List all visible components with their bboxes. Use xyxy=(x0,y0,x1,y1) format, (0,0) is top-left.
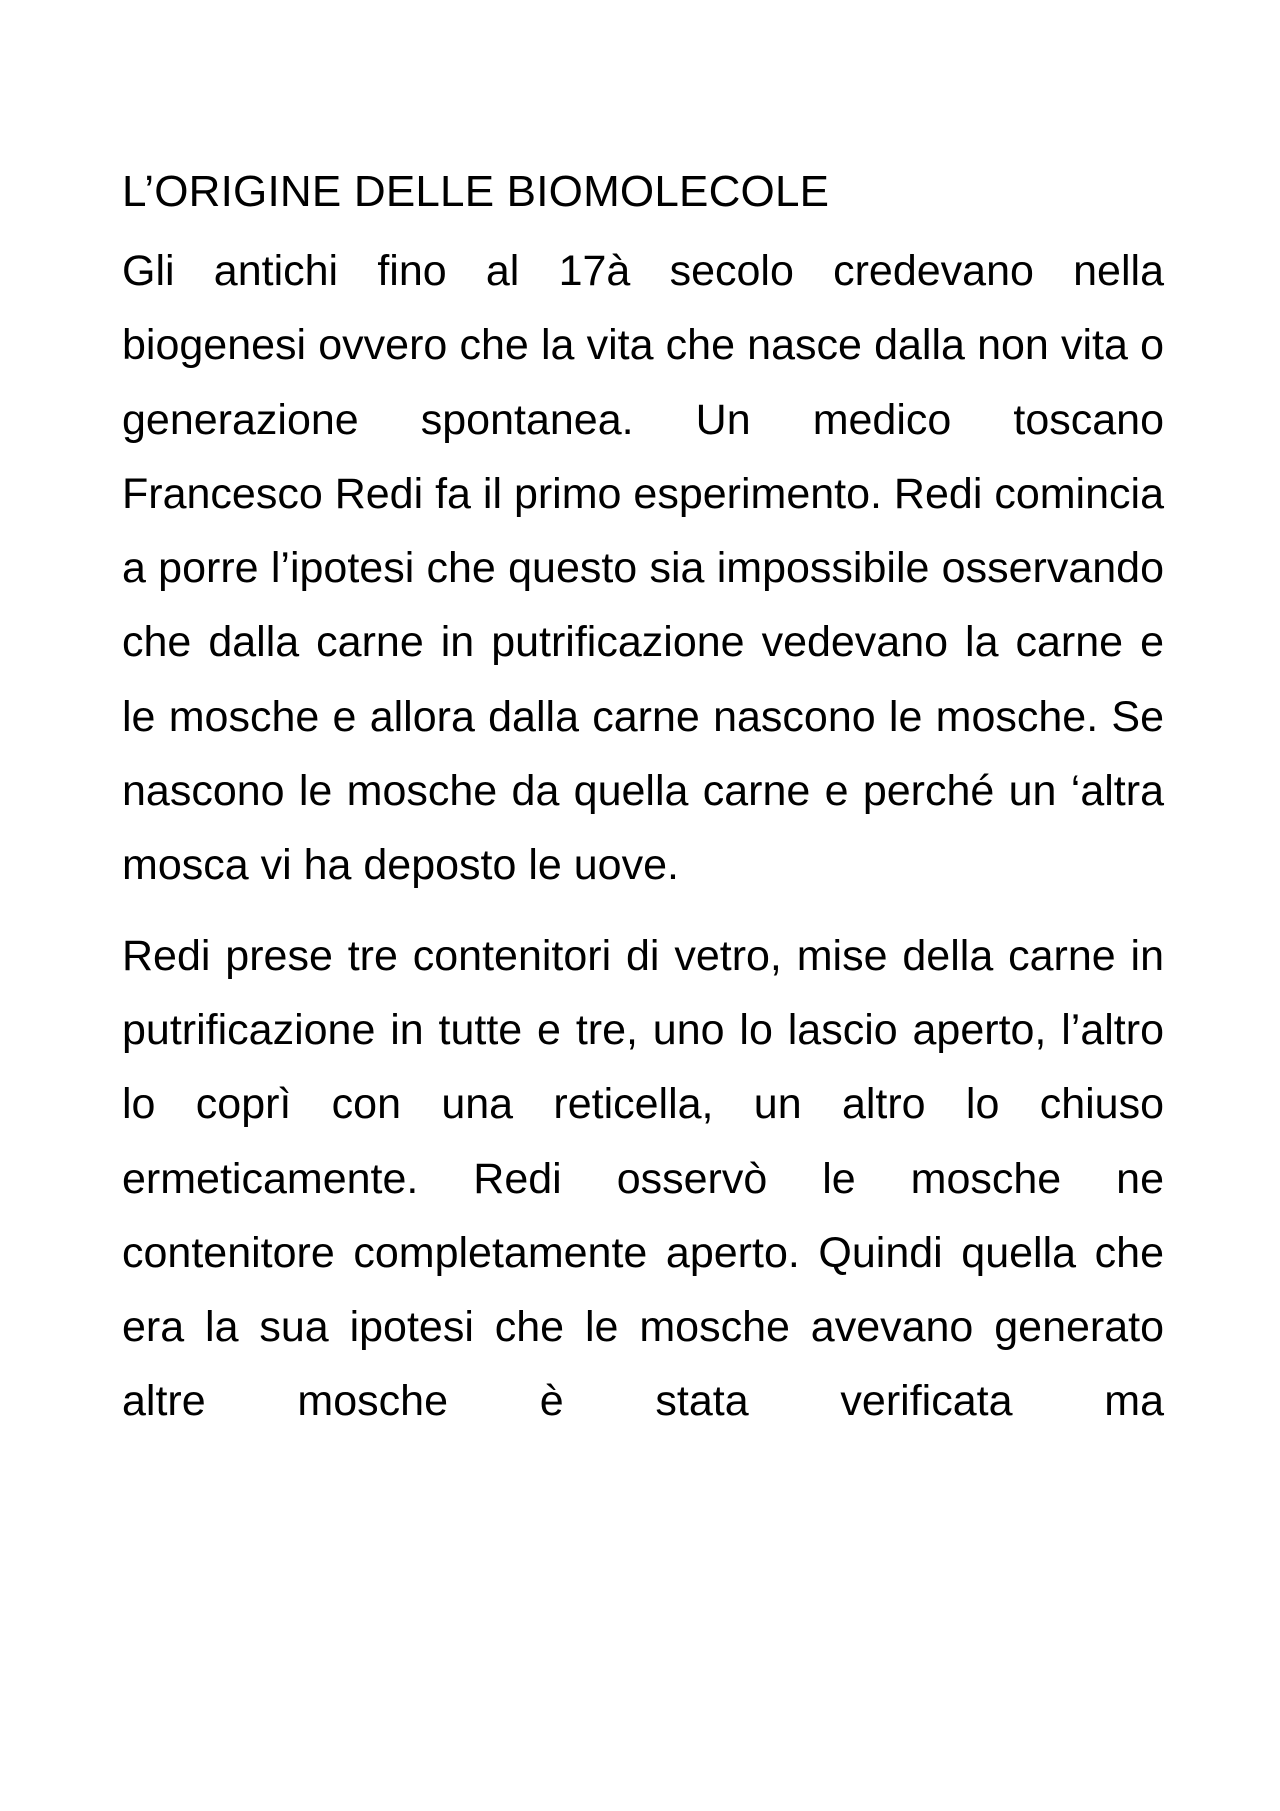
document-title: L’ORIGINE DELLE BIOMOLECOLE xyxy=(122,167,830,216)
document-body xyxy=(122,160,1164,1439)
paragraph-spontaneous-generation: Gli antichi fino al 17à secolo credevano nella biogenesi ovvero che la vita che nasce dalla non vita o generazione spontanea. Un medico toscano Francesco Redi fa il primo esperimento. Redi comincia a porre l’ipotesi che questo sia impossibile osservando che dalla carne in putrificazione vedevano la carne e le mosche e allora dalla carne nascono le mosche. Se nascono le mosche da quella carne e perché un ‘altra mosca vi ha deposto le uove. xyxy=(122,247,1164,890)
paragraph-redi-experiment: Redi prese tre contenitori di vetro, mise della carne in putrificazione in tutte e tre, uno lo lascio aperto, l’altro lo coprì con una reticella, un altro lo chiuso ermeticamente. Redi osservò le mosche ne contenitore completamente aperto. Quindi quella che era la sua ipotesi che le mosche avevano generato altre mosche è stata verificata ma xyxy=(122,931,1164,1426)
